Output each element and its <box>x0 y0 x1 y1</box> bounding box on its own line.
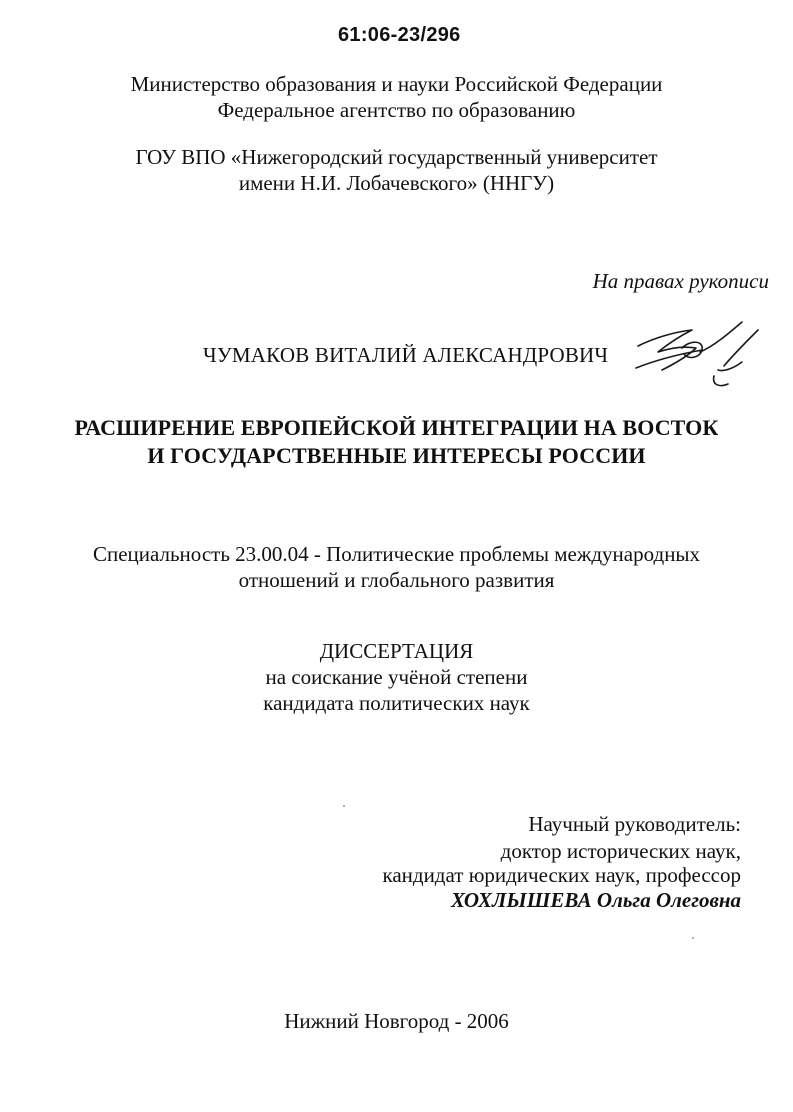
degree-purpose-line2: кандидата политических наук <box>263 691 530 715</box>
dissertation-title-line2: И ГОСУДАРСТВЕННЫЕ ИНТЕРЕСЫ РОССИИ <box>147 443 646 468</box>
supervisor-label: Научный руководитель: <box>528 812 741 836</box>
degree-purpose-line1: на соискание учёной степени <box>265 665 528 689</box>
scan-speck <box>692 937 694 939</box>
catalog-number: 61:06-23/296 <box>338 24 461 46</box>
specialty-line2: отношений и глобального развития <box>238 568 555 592</box>
agency-name: Федеральное агентство по образованию <box>217 98 576 122</box>
university-name-line2: имени Н.И. Лобачевского» (ННГУ) <box>238 171 555 195</box>
supervisor-degree1: доктор исторических наук, <box>500 839 741 863</box>
author-name: ЧУМАКОВ ВИТАЛИЙ АЛЕКСАНДРОВИЧ <box>203 343 609 367</box>
ministry-name: Министерство образования и науки Российской Федерации <box>130 72 663 96</box>
supervisor-degree2: кандидат юридических наук, профессор <box>382 863 741 887</box>
author-signature <box>632 318 767 398</box>
specialty-line1: Специальность 23.00.04 - Политические проблемы международных <box>92 542 701 566</box>
scan-speck <box>343 805 345 807</box>
supervisor-name: ХОХЛЫШЕВА Ольга Олеговна <box>450 888 741 912</box>
dissertation-title-line1: РАСШИРЕНИЕ ЕВРОПЕЙСКОЙ ИНТЕГРАЦИИ НА ВОСТОК <box>74 415 719 440</box>
dissertation-label: ДИССЕРТАЦИЯ <box>319 639 474 663</box>
manuscript-note: На правах рукописи <box>592 269 769 293</box>
city-year: Нижний Новгород - 2006 <box>284 1009 509 1033</box>
university-name-line1: ГОУ ВПО «Нижегородский государственный университет <box>135 145 658 169</box>
